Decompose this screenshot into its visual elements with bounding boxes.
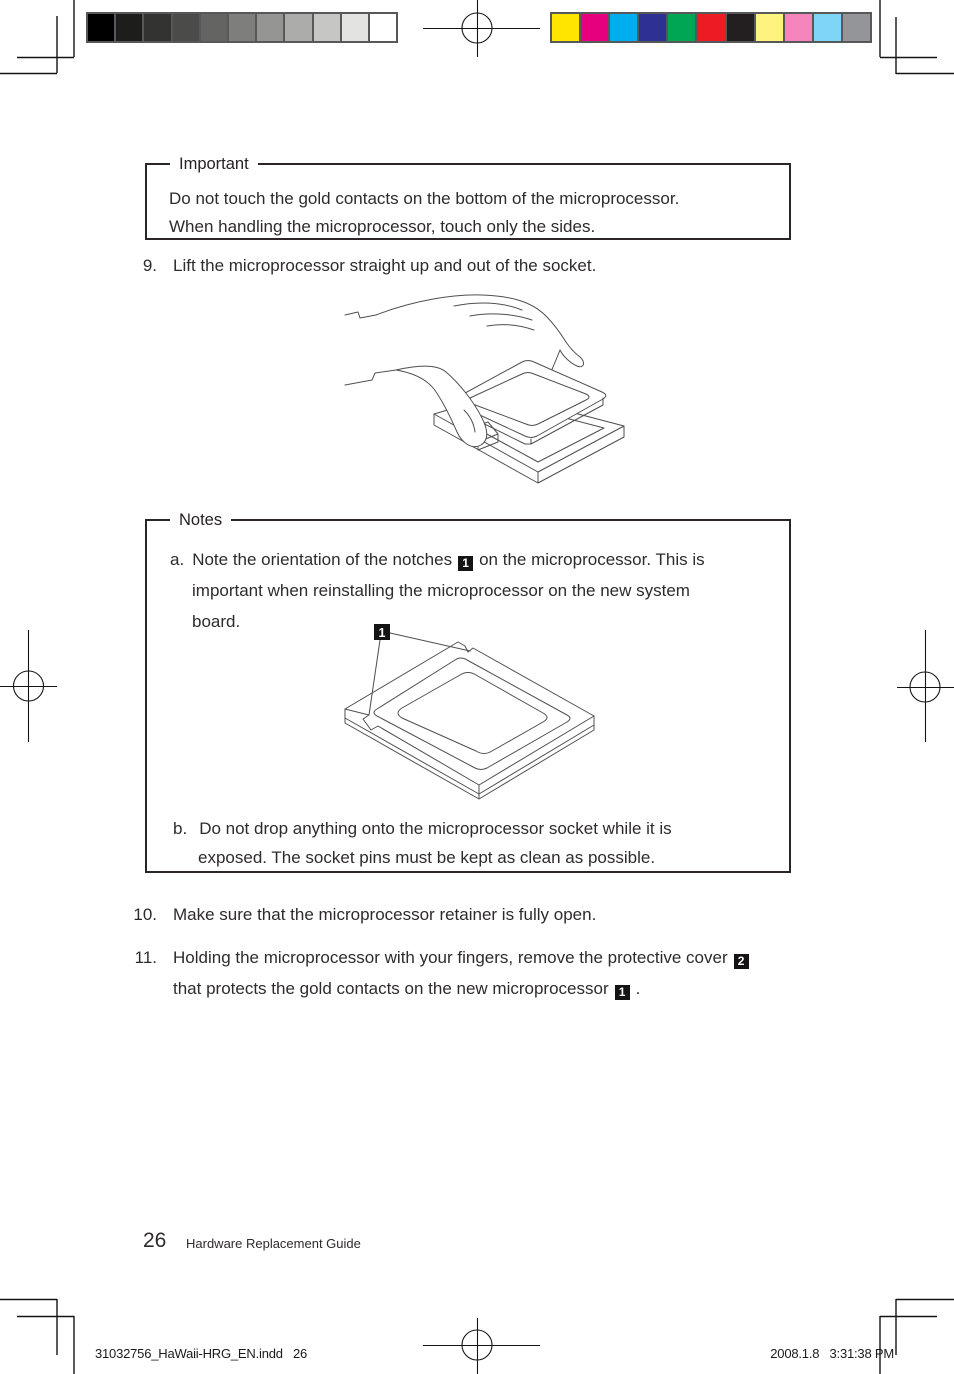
note-a-text-pre: Note the orientation of the notches [192,550,453,569]
step-11-line2 [173,979,640,1000]
step-11-text-line1: Holding the microprocessor with your fingers, remove the protective cover [173,948,728,967]
color-calibration-bar [550,12,872,43]
registration-mark-right [897,630,954,742]
step-11-text-line2-end: . [635,979,641,998]
grayscale-swatch [257,14,283,41]
important-text-line1: Do not touch the gold contacts on the bottom of the microprocessor. [169,189,680,208]
footer-title: Hardware Replacement Guide [186,1236,361,1251]
grayscale-swatch [173,14,199,41]
important-text-line2: When handling the microprocessor, touch only the sides. [169,217,596,236]
colors-swatch [581,14,608,41]
step-11-text-line2: that protects the gold contacts on the new microprocessor [173,979,609,998]
notes-box [145,511,791,873]
important-box-title: Important [170,154,258,174]
grayscale-swatch [116,14,142,41]
registration-mark-top [423,0,540,57]
colors-swatch [668,14,695,41]
grayscale-swatch [370,14,396,41]
chip-drawing [345,624,594,799]
note-b-line1 [173,819,672,839]
step-11-line1 [131,948,749,969]
registration-mark-bottom [423,1318,540,1374]
grayscale-swatch [285,14,311,41]
note-a-line3: board. [192,612,241,631]
note-a-label: a. [170,550,185,569]
print-slug-filename: 31032756_HaWaii-HRG_EN.indd 26 [95,1346,308,1361]
callout-marker-1b: 1 [615,985,630,1000]
page-number: 26 [143,1229,167,1252]
colors-swatch [814,14,841,41]
step-10-number: 10. [133,905,157,924]
grayscale-swatch [88,14,114,41]
colors-swatch [552,14,579,41]
grayscale-swatch [314,14,340,41]
step-9-text: Lift the microprocessor straight up and out of the socket. [173,256,597,275]
step-9-number: 9. [142,256,157,275]
colors-swatch [843,14,870,41]
colors-swatch [727,14,754,41]
note-b-line2: exposed. The socket pins must be kept as clean as possible. [198,848,656,867]
registration-mark-left [0,630,57,742]
important-box [145,155,791,240]
note-a-line2: important when reinstalling the microprocessor on the new system [192,581,690,600]
callout-marker-1: 1 [458,556,473,571]
grayscale-swatch [201,14,227,41]
hand-lifting-microprocessor-illustration [332,286,654,486]
colors-swatch [756,14,783,41]
colors-swatch [785,14,812,41]
crop-mark-bottom-left [0,1299,74,1374]
notes-box-title: Notes [170,510,231,530]
crop-mark-top-left [0,0,74,74]
note-a-text-post: on the microprocessor. This is [479,550,705,569]
notch-callout-label [374,624,390,640]
note-b-label: b. [173,819,188,838]
grayscale-swatch [144,14,170,41]
print-slug-timestamp: 2008.1.8 3:31:38 PM [770,1346,894,1361]
step-11-number: 11. [134,948,157,967]
step-10 [131,905,596,925]
grayscale-calibration-bar [86,12,398,43]
note-a-line1 [170,550,705,571]
svg-text:1: 1 [378,626,386,640]
step-10-text: Make sure that the microprocessor retainer is fully open. [173,905,597,924]
note-b-text: Do not drop anything onto the microprocessor socket while it is [199,819,672,838]
microprocessor-notches-illustration [332,616,632,804]
crop-mark-bottom-right [880,1299,954,1374]
grayscale-swatch [342,14,368,41]
colors-swatch [697,14,724,41]
colors-swatch [610,14,637,41]
colors-swatch [639,14,666,41]
callout-marker-2: 2 [734,954,749,969]
grayscale-swatch [229,14,255,41]
step-9 [131,256,596,276]
crop-mark-top-right [880,0,954,74]
